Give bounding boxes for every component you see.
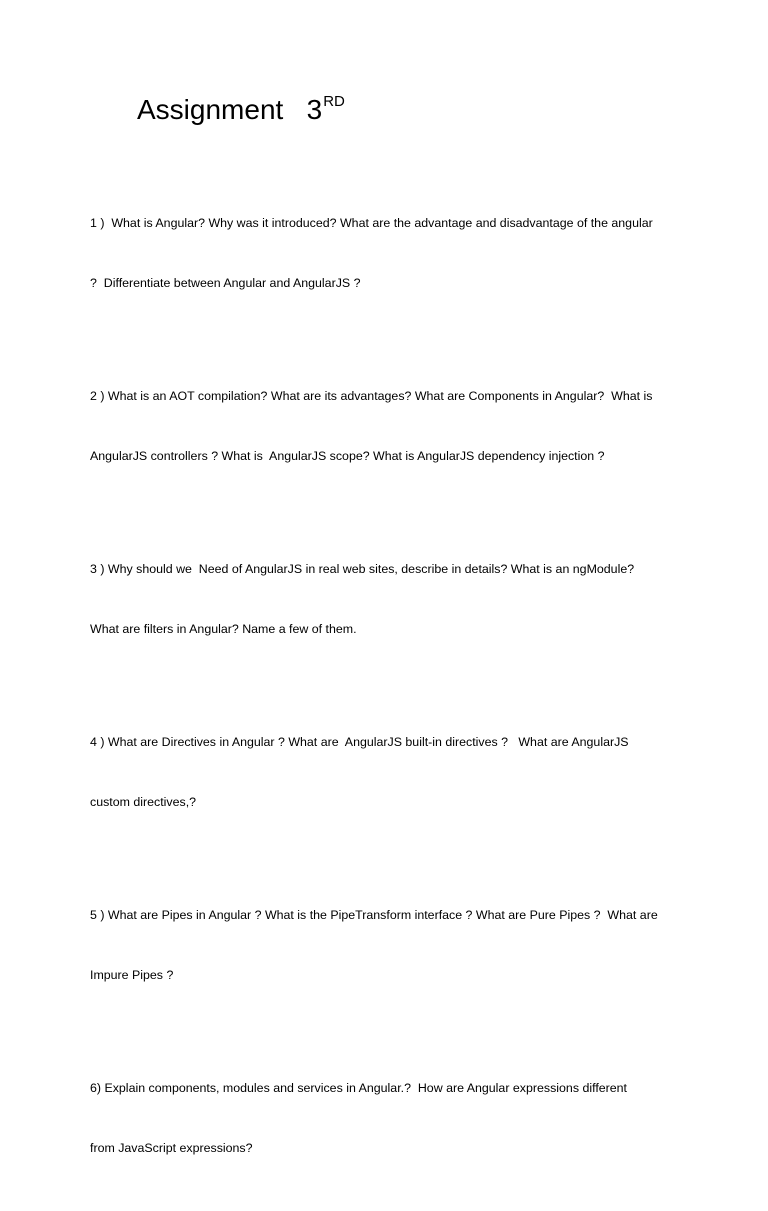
question-5-line-1: 5 ) What are Pipes in Angular ? What is the PipeTransform interface ? What are Pure Pipes ? What are [90, 908, 658, 922]
question-4 [90, 692, 690, 852]
question-5-line-2: Impure Pipes ? [90, 968, 174, 982]
question-3 [90, 519, 690, 679]
question-3-line-1: 3 ) Why should we Need of AngularJS in real web sites, describe in details? What is an ngModule? [90, 562, 635, 576]
question-1-line-1: 1 ) What is Angular? Why was it introduced? What are the advantage and disadvantage of the angular [90, 216, 653, 230]
question-1 [90, 173, 690, 333]
question-3-line-2: What are filters in Angular? Name a few of them. [90, 622, 357, 636]
question-2 [90, 346, 690, 506]
question-6-line-1: 6) Explain components, modules and services in Angular.? How are Angular expressions different [90, 1081, 628, 1095]
question-2-line-1: 2 ) What is an AOT compilation? What are its advantages? What are Components in Angular? What is [90, 389, 653, 403]
assignment-title [137, 92, 345, 133]
question-5 [90, 865, 690, 1025]
question-4-line-2: custom directives,? [90, 795, 197, 809]
question-6-line-2: from JavaScript expressions? [90, 1141, 253, 1155]
question-list [90, 173, 690, 1211]
question-2-line-2: AngularJS controllers ? What is AngularJS scope? What is AngularJS dependency injection ? [90, 449, 605, 463]
question-4-line-1: 4 ) What are Directives in Angular ? What are AngularJS built-in directives ? What are AngularJS [90, 735, 629, 749]
question-1-line-2: ? Differentiate between Angular and AngularJS ? [90, 276, 361, 290]
assignment-title-superscript: RD [323, 93, 345, 110]
assignment-title-text: Assignment 3 [137, 94, 323, 125]
question-6 [90, 1038, 690, 1198]
